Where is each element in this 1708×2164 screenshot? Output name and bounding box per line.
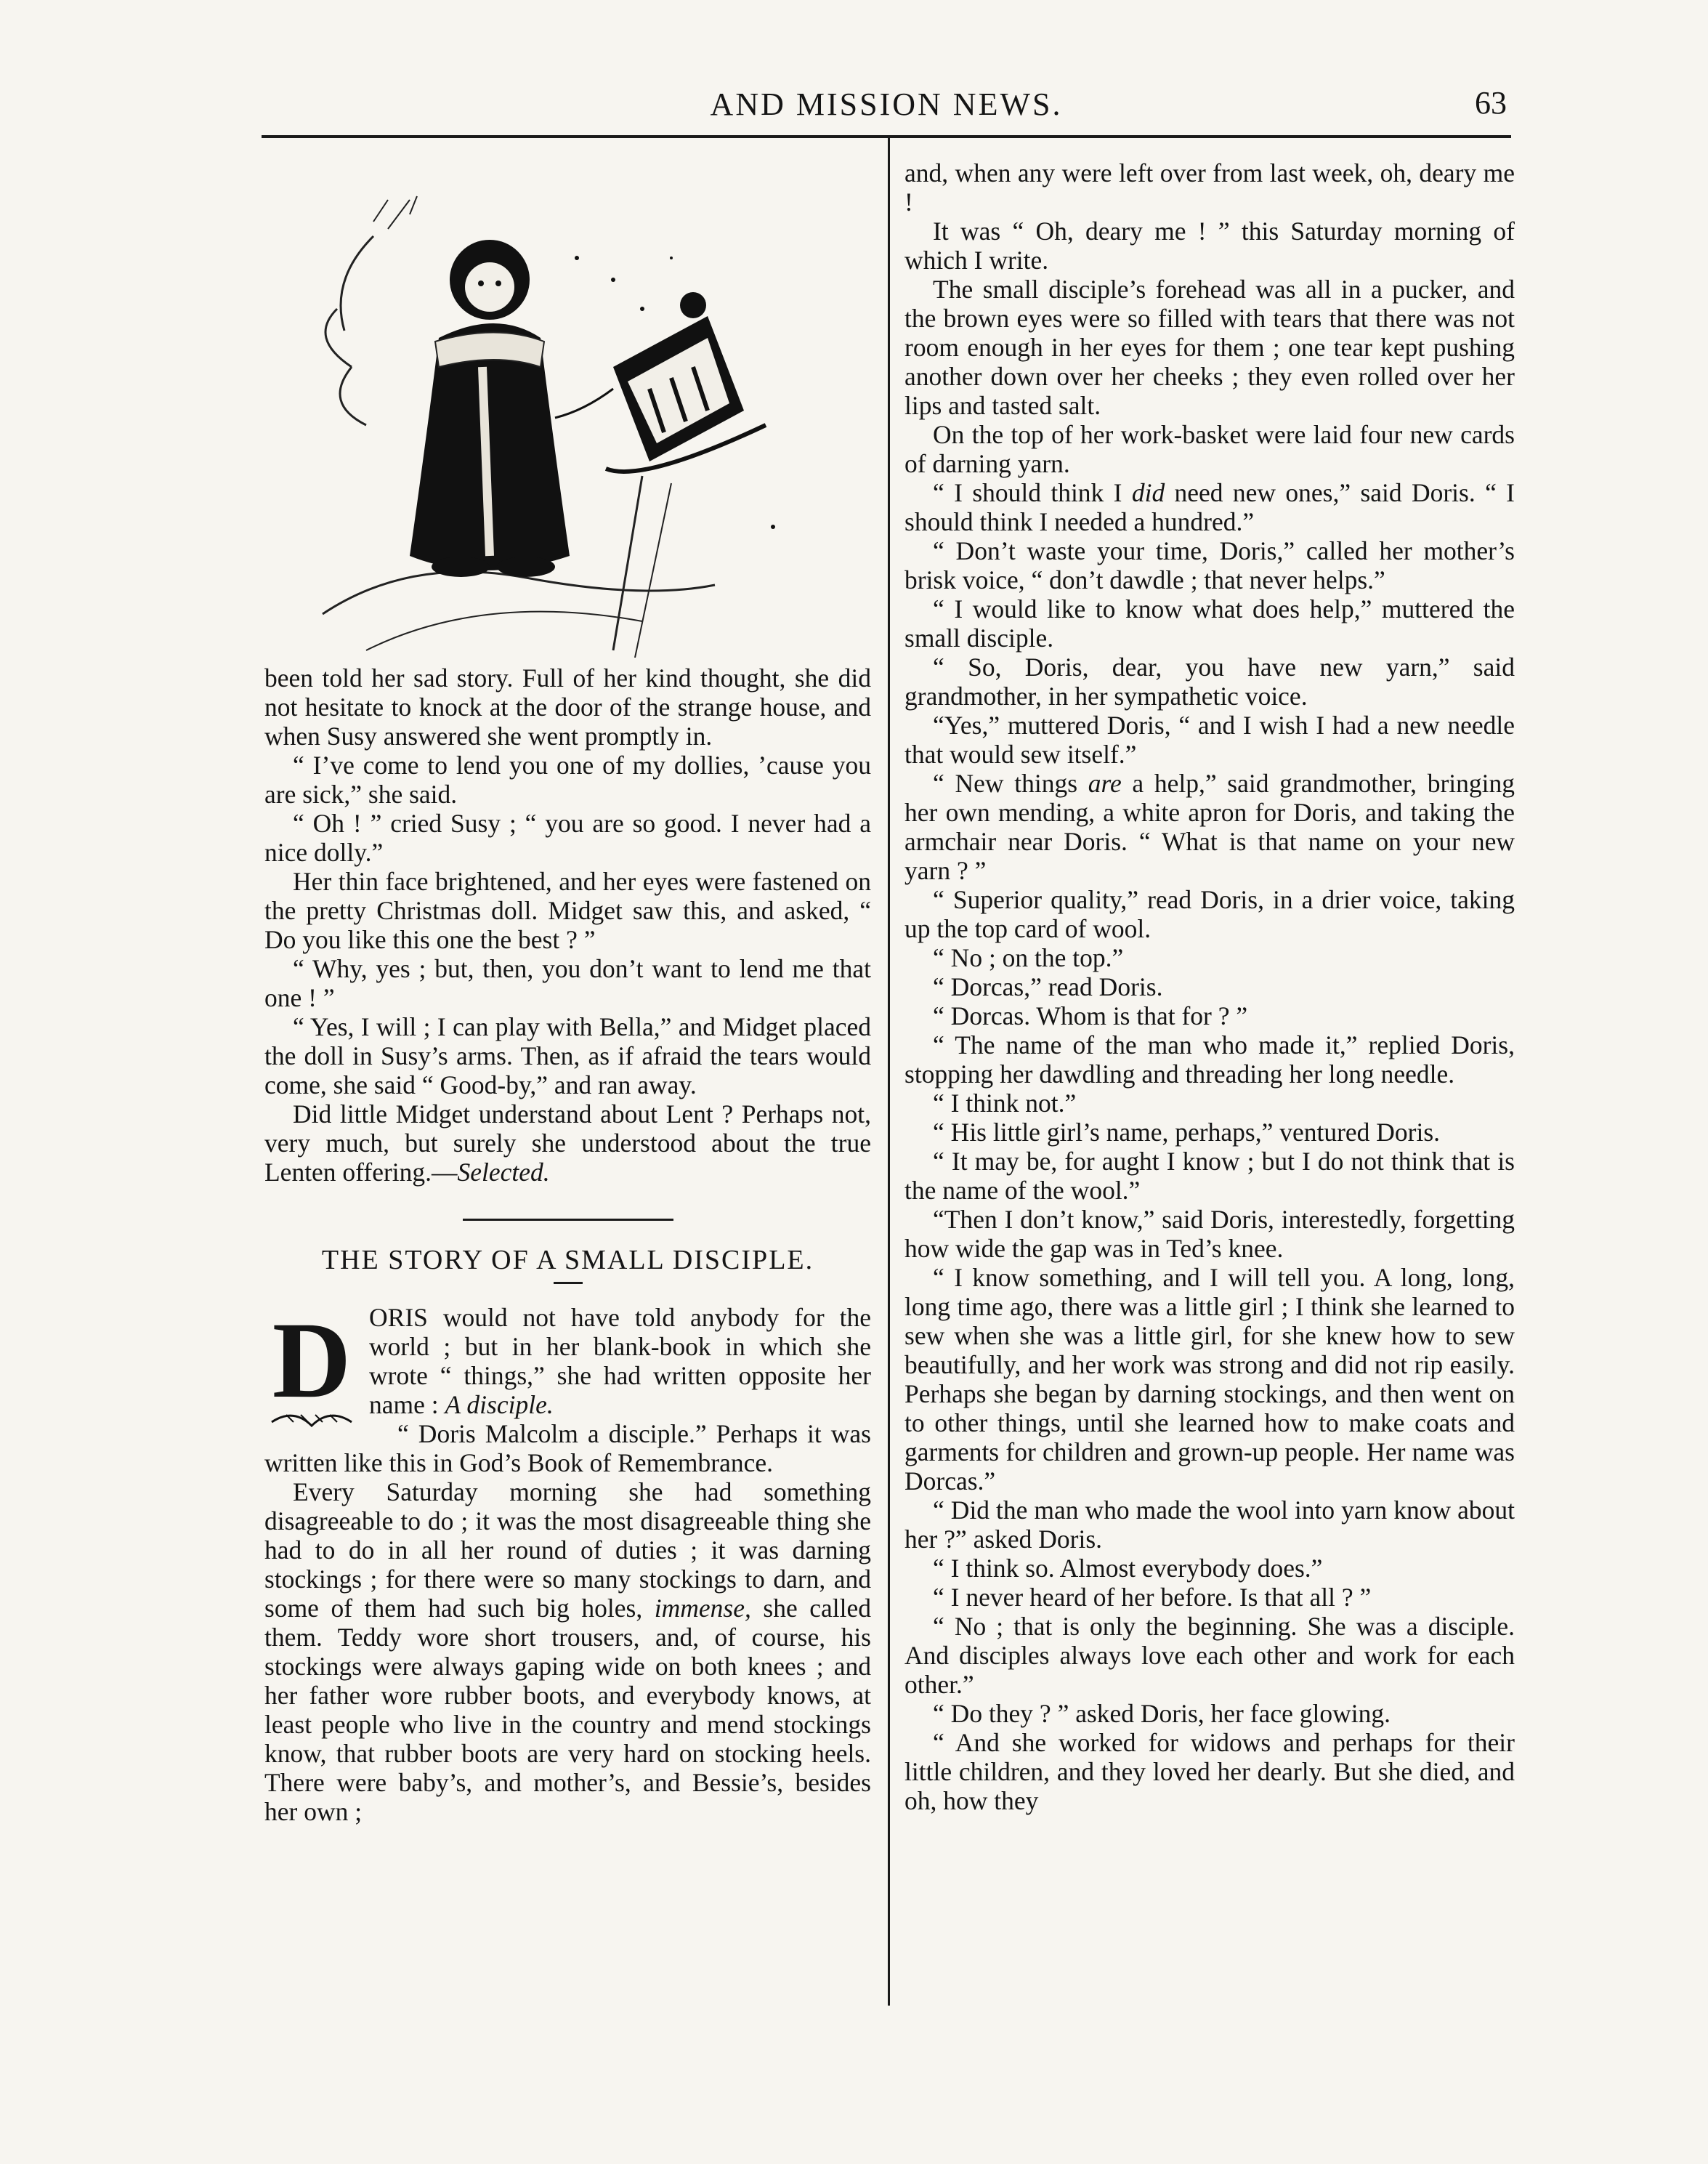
text: “ I should think I xyxy=(933,478,1132,507)
paragraph: The small disciple’s forehead was all in a pucker, and the brown eyes were so filled with tears that there was not room enough in her eyes for them ; one tear kept pushing another down over her cheeks ; they even rolled over her lips and tasted salt. xyxy=(904,275,1515,420)
paragraph: “ His little girl’s name, perhaps,” ventured Doris. xyxy=(933,1118,1441,1147)
paragraph xyxy=(264,1099,871,1187)
paragraph xyxy=(904,478,1515,536)
right-column xyxy=(904,158,1515,1815)
paragraph: “ Superior quality,” read Doris, in a drier voice, taking up the top card of wool. xyxy=(904,885,1515,943)
paragraph xyxy=(904,769,1515,885)
emphasis: did xyxy=(1131,478,1165,507)
column-divider xyxy=(888,138,890,2006)
paragraph: “ The name of the man who made it,” replied Doris, stopping her dawdling and threading her long needle. xyxy=(904,1030,1515,1089)
paragraph: “ No ; that is only the beginning. She was a disciple. And disciples always love each other and work for each other.” xyxy=(904,1612,1515,1699)
paragraph: “ I know something, and I will tell you. A long, long, long time ago, there was a little girl ; I think she learned to sew when she was a little girl, for she knew how to sew beautifully, and her work was strong and did not rip easily. Perhaps she began by darning stockings, and then went on to other things, until she learned how to make coats and garments for children and grown-up people. Her name was Dorcas.” xyxy=(904,1263,1515,1495)
paragraph: “ Don’t waste your time, Doris,” called her mother’s brisk voice, “ don’t dawdle ; that never helps.” xyxy=(904,536,1515,594)
first-para-text: ORIS would not have told anybody for the world ; but in her blank-book in which she wrote “ things,” she had written opposite her name : xyxy=(369,1303,871,1419)
text: need new ones,” said Doris. “ I should think I needed a hundred.” xyxy=(904,478,1515,536)
paragraph: been told her sad story. Full of her kind thought, she did not hesitate to knock at the door of the strange house, and when Susy answered she went promptly in. xyxy=(264,663,871,751)
paragraph: “ And she worked for widows and perhaps for their little children, and they loved her dearly. But she died, and oh, how they xyxy=(904,1728,1515,1815)
heading-dash xyxy=(554,1282,583,1284)
paragraph: Her thin face brightened, and her eyes were fastened on the pretty Christmas doll. Midget saw this, and asked, “ Do you like this one the best ? ” xyxy=(264,867,871,954)
closing-text: Did little Midget understand about Lent ? Perhaps not, very much, but surely she understood about the true Lenten offering.— xyxy=(264,1099,871,1187)
paragraph: “ I never heard of her before. Is that all ? ” xyxy=(933,1583,1372,1612)
paragraph: “ Oh ! ” cried Susy ; “ you are so good. I never had a nice dolly.” xyxy=(264,809,871,867)
emphasis: are xyxy=(1088,769,1122,798)
page-number: 63 xyxy=(1475,85,1507,121)
paragraph: and, when any were left over from last week, oh, deary me ! xyxy=(904,158,1515,217)
paragraph: “Yes,” muttered Doris, “ and I wish I had a new needle that would sew itself.” xyxy=(904,711,1515,769)
emphasis: immense, xyxy=(654,1594,751,1623)
section-separator xyxy=(463,1219,673,1221)
paragraph: “ It may be, for aught I know ; but I do not think that is the name of the wool.” xyxy=(904,1147,1515,1205)
paragraph: “ Did the man who made the wool into yarn know about her ?” asked Doris. xyxy=(904,1495,1515,1554)
paragraph: “ So, Doris, dear, you have new yarn,” said grandmother, in her sympathetic voice. xyxy=(904,653,1515,711)
paragraph: “ Dorcas. Whom is that for ? ” xyxy=(933,1001,1248,1030)
paragraph: “ I think so. Almost everybody does.” xyxy=(933,1554,1323,1583)
paragraph: On the top of her work-basket were laid four new cards of darning yarn. xyxy=(904,420,1515,478)
paragraph: “ Why, yes ; but, then, you don’t want to lend me that one ! ” xyxy=(264,954,871,1012)
page-header xyxy=(262,81,1511,132)
header-rule xyxy=(262,135,1511,138)
paragraph: “ Dorcas,” read Doris. xyxy=(933,972,1163,1001)
paragraph xyxy=(264,1477,871,1826)
drop-cap-letter: D xyxy=(272,1300,352,1421)
story-opening xyxy=(264,1300,871,1477)
selected-signature: Selected. xyxy=(457,1158,550,1187)
girl-with-sled-engraving xyxy=(264,149,871,658)
text: “ New things xyxy=(933,769,1088,798)
running-title: AND MISSION NEWS. xyxy=(710,86,1063,122)
paragraph: “ Doris Malcolm a disciple.” Perhaps it was written like this in God’s Book of Remembrance. xyxy=(264,1419,871,1477)
paragraph: “ I would like to know what does help,” muttered the small disciple. xyxy=(904,594,1515,653)
ornamental-drop-cap xyxy=(264,1300,359,1429)
paragraph: “ No ; on the top.” xyxy=(933,943,1124,972)
paragraph: “ Yes, I will ; I can play with Bella,” and Midget placed the doll in Susy’s arms. Then, as if afraid the tears would come, she said “ Good-by,” and ran away. xyxy=(264,1012,871,1099)
text: a help,” said grandmother, bringing her own mending, a white apron for Doris, and taking the armchair near Doris. “ What is that name on your new yarn ? ” xyxy=(904,769,1515,885)
left-column xyxy=(264,149,871,1826)
text: Every Saturday morning she had something disagreeable to do ; it was the most disagreeable thing she had to do in all her round of duties ; it was darning stockings ; for there were so many stockings to darn, and some of them had such big holes, xyxy=(264,1477,871,1623)
paragraph: “ Do they ? ” asked Doris, her face glowing. xyxy=(933,1699,1391,1728)
section-heading: THE STORY OF A SMALL DISCIPLE. xyxy=(321,1245,814,1275)
paragraph: “ I’ve come to lend you one of my dollies, ’cause you are sick,” she said. xyxy=(264,751,871,809)
illustration-girl-with-sled xyxy=(264,149,871,658)
paragraph: “Then I don’t know,” said Doris, interestedly, forgetting how wide the gap was in Ted’s knee. xyxy=(904,1205,1515,1263)
paragraph: It was “ Oh, deary me ! ” this Saturday morning of which I write. xyxy=(904,217,1515,275)
text: she called them. Teddy wore short trousers, and, of course, his stockings were always gaping wide on both knees ; and her father wore rubber boots, and everybody knows, at least people who live in the country and mend stockings know, that rubber boots are very hard on stocking heels. There were baby’s, and mother’s, and Bessie’s, besides her own ; xyxy=(264,1594,871,1826)
paragraph: “ I think not.” xyxy=(933,1089,1077,1118)
emphasis: A disciple. xyxy=(445,1390,554,1419)
